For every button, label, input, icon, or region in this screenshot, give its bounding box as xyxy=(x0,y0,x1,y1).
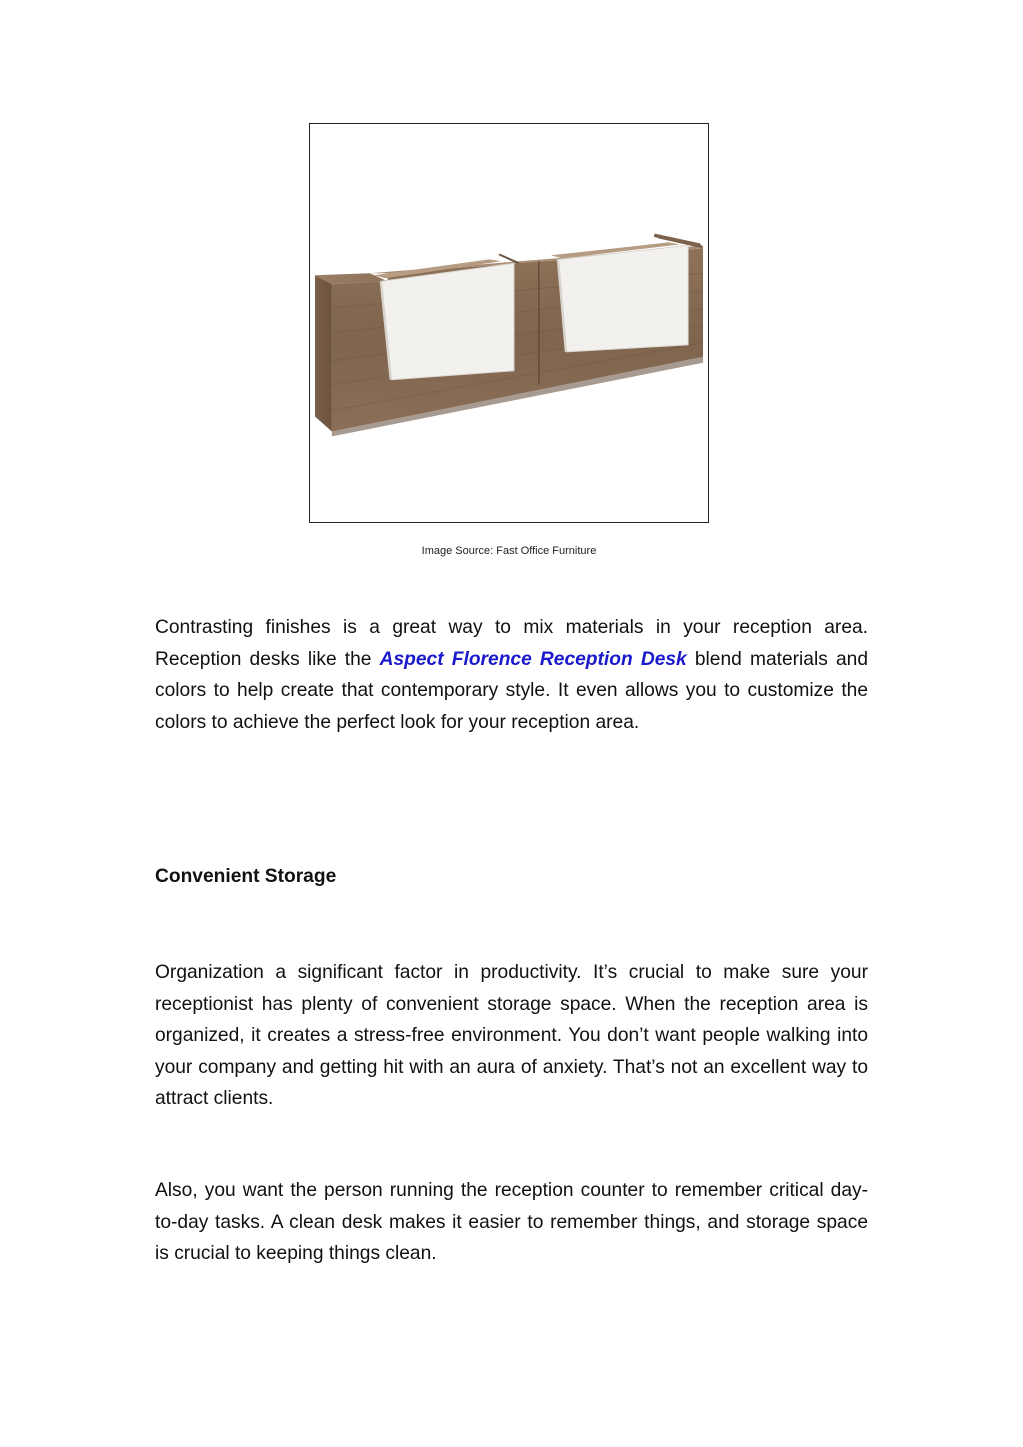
image-caption: Image Source: Fast Office Furniture xyxy=(421,545,597,557)
paragraph-contrasting-finishes xyxy=(155,612,868,738)
paragraph-text-before-link: Contrasting finishes is a great way to mix materials in your reception area. Reception desks like the xyxy=(155,617,868,670)
section-heading: Convenient Storage xyxy=(155,866,337,887)
paragraph-clean-desk: Also, you want the person running the reception counter to remember critical day-to-day tasks. A clean desk makes it easier to remember things, and storage space is crucial to keeping things clean. xyxy=(155,1180,868,1264)
desk-image xyxy=(309,123,709,523)
paragraph-organization: Organization a significant factor in productivity. It’s crucial to make sure your receptionist has plenty of convenient storage space. When the reception area is organized, it creates a stress-free environment. You don’t want people walking into your company and getting hit with an aura of anxiety. That’s not an excellent way to attract clients. xyxy=(155,962,868,1109)
reception-desk-illustration xyxy=(310,124,708,522)
aspect-florence-link[interactable]: Aspect Florence Reception Desk xyxy=(379,648,687,670)
paragraph-text-after-link: blend materials and colors to help create that contemporary style. It even allows you to customize the colors to achieve the perfect look for your reception area. xyxy=(155,648,868,733)
